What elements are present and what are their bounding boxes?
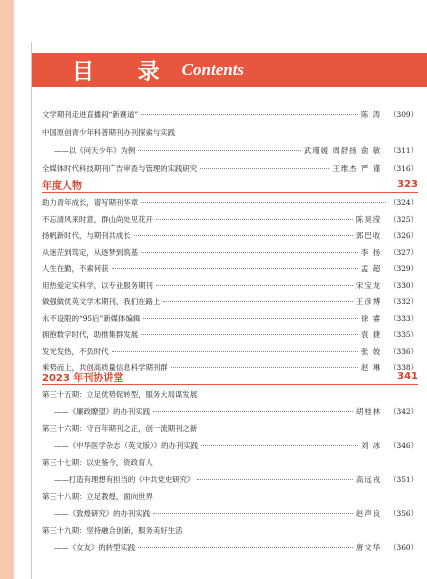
entry-title: 从迷茫到笃定，从逐梦到筑基 — [42, 247, 139, 257]
entry-author: 郭巴收 — [355, 231, 382, 240]
entry-title: 发光发热，不负时代 — [42, 346, 109, 356]
dot-leader — [138, 149, 301, 151]
entry-title: 拥抱数字时代，助推集群发展 — [42, 330, 139, 339]
entry-page: （342） — [389, 407, 418, 416]
entry-author: 胡桂林 — [355, 407, 382, 416]
entry-page: （311） — [389, 146, 418, 155]
toc-entry[interactable] — [54, 145, 418, 157]
toc-entry[interactable] — [54, 406, 418, 418]
entry-page: （324） — [389, 198, 418, 207]
dot-leader — [138, 546, 353, 548]
entry-page: （329） — [389, 264, 418, 273]
toc-entry[interactable] — [54, 508, 418, 520]
entry-title: 中国原创青少年科普期刊办刊探索与实践 — [42, 128, 176, 137]
entry-title: ——打造有理想有担当的《中共党史研究》 — [54, 475, 195, 484]
dot-leader — [200, 167, 329, 169]
entry-page: （356） — [389, 509, 418, 518]
toc-entry[interactable] — [42, 197, 418, 209]
entry-title: 人生在勤，不索何获 — [42, 264, 109, 273]
dot-leader — [197, 478, 352, 480]
entry-title: 乘势而上，共创高质量信息科学期刊群 — [42, 363, 168, 372]
section-page: 323 — [397, 178, 418, 190]
entry-author: 袁 捷 — [360, 330, 382, 339]
dot-leader — [163, 300, 353, 302]
dot-leader — [201, 444, 358, 446]
entry-title: 文学期刊走进直播间“新赛道” — [42, 110, 139, 119]
toc-entry[interactable] — [42, 263, 418, 275]
toc-entry[interactable] — [42, 389, 418, 401]
toc-entry[interactable] — [42, 247, 418, 259]
section-title: 年度人物 — [42, 180, 82, 192]
entry-title: 第三十七期：以史鉴今，资政育人 — [42, 458, 153, 467]
entry-author: 陈 涛 — [360, 110, 382, 119]
toc-banner — [32, 53, 427, 87]
toc-entry[interactable] — [54, 440, 418, 452]
toc-entry[interactable] — [42, 457, 418, 469]
entry-page: （360） — [389, 543, 418, 552]
dot-leader — [141, 201, 386, 203]
toc-entry[interactable] — [54, 474, 418, 486]
entry-author: 王维杰 严 谨 — [332, 164, 382, 173]
entry-title: ——《中华医学杂志（英文版）》的办刊实践 — [54, 441, 199, 450]
entry-author: 王彦博 — [355, 297, 382, 306]
entry-author: 赵声良 — [355, 509, 382, 518]
entry-title: 用热爱定实科学，以专业服务期刊 — [42, 280, 153, 290]
entry-page: （338） — [389, 363, 418, 372]
entry-author: 宋宝龙 — [355, 280, 382, 290]
toc-title: 目 录 — [72, 58, 178, 85]
toc-entry[interactable] — [42, 423, 418, 435]
entry-title: ——《廉政瞭望》的办刊实践 — [54, 407, 151, 416]
dot-leader — [153, 512, 353, 514]
toc-entry[interactable] — [42, 346, 418, 358]
entry-author: 李 扬 — [360, 247, 382, 257]
toc-entry[interactable] — [42, 214, 418, 226]
entry-title: 扬帆新时代，与期刊共成长 — [42, 231, 131, 240]
section-title: 2023 年刊协讲堂 — [42, 372, 124, 384]
toc-entry[interactable] — [42, 280, 418, 292]
toc-entry[interactable] — [42, 127, 418, 139]
entry-page: （326） — [389, 231, 418, 240]
entry-page: （351） — [389, 475, 418, 484]
toc-entry[interactable] — [42, 313, 418, 325]
entry-title: 第三十八期：立足教煌，面向世界 — [42, 492, 153, 501]
entry-page: （309） — [389, 110, 418, 119]
entry-author: 徐 睿 — [360, 313, 382, 323]
toc-entry[interactable] — [54, 542, 418, 554]
entry-page: （335） — [389, 330, 418, 339]
dot-leader — [153, 410, 353, 412]
dot-leader — [112, 267, 358, 269]
entry-author: 刘 冰 — [360, 441, 382, 450]
section-divider — [42, 192, 418, 193]
dot-leader — [143, 317, 358, 319]
section-heading-lecture[interactable] — [42, 369, 418, 383]
entry-author: 陈昊滢 — [355, 214, 382, 224]
toc-page — [31, 42, 427, 579]
entry-author: 张 姣 — [360, 346, 382, 356]
dot-leader — [171, 366, 358, 368]
entry-title: ——《女友》的转型实践 — [54, 543, 136, 552]
toc-entry[interactable] — [42, 163, 418, 175]
entry-title: ——《敦煌研究》的办刊实践 — [54, 509, 151, 518]
entry-title: 永不设限的“95后”新媒体编辑 — [42, 313, 141, 323]
toc-entry[interactable] — [42, 296, 418, 308]
dot-leader — [141, 251, 358, 253]
entry-page: （333） — [389, 313, 418, 323]
entry-page: （330） — [389, 280, 418, 290]
section-divider — [42, 384, 418, 385]
entry-author: 武瑾媛 周舒扬 俞 敏 — [303, 146, 382, 155]
dot-leader — [156, 218, 353, 220]
dot-leader — [112, 350, 358, 352]
dot-leader — [156, 284, 353, 286]
dot-leader — [141, 333, 358, 335]
section-heading-annual-people[interactable] — [42, 177, 418, 191]
entry-title: 不忘清风来时意，群山尚处见花开 — [42, 214, 153, 224]
entry-title: 做强做优英文学术期刊，我们在路上 — [42, 297, 161, 306]
entry-page: （346） — [389, 441, 418, 450]
entry-author: 唐文华 — [355, 543, 382, 552]
entry-page: （316） — [389, 164, 418, 173]
entry-page: （327） — [389, 247, 418, 257]
dot-leader — [141, 113, 358, 115]
entry-page: （336） — [389, 346, 418, 356]
page-edge-strip — [0, 0, 14, 579]
entry-title: 第三十五期：立足优势促转型，服务大局谋发展 — [42, 390, 198, 399]
toc-entry[interactable] — [42, 230, 418, 242]
entry-title: 全媒体时代科技期刊广告审查与管理的实践研究 — [42, 164, 198, 173]
entry-page: （332） — [389, 297, 418, 306]
toc-entry[interactable] — [42, 329, 418, 341]
toc-title-en: Contents — [181, 60, 245, 79]
entry-title: ——以《问天少年》为例 — [54, 146, 136, 155]
entry-author: 高远戎 — [355, 475, 382, 484]
toc-entry[interactable] — [42, 491, 418, 503]
toc-entry[interactable] — [42, 109, 418, 121]
toc-entry[interactable] — [42, 525, 418, 537]
entry-page: （325） — [389, 214, 418, 224]
entry-author: 赵 琳 — [360, 363, 382, 372]
dot-leader — [134, 234, 353, 236]
entry-title: 助力青年成长，谱写期刊华章 — [42, 198, 139, 207]
entry-title: 第三十九期：坚持融合创新，服务美好生活 — [42, 526, 183, 535]
entry-title: 第三十六期：守百年期刊之正，创一流期刊之新 — [42, 424, 198, 433]
section-page: 341 — [397, 370, 418, 382]
entry-author: 孟 超 — [360, 264, 382, 273]
